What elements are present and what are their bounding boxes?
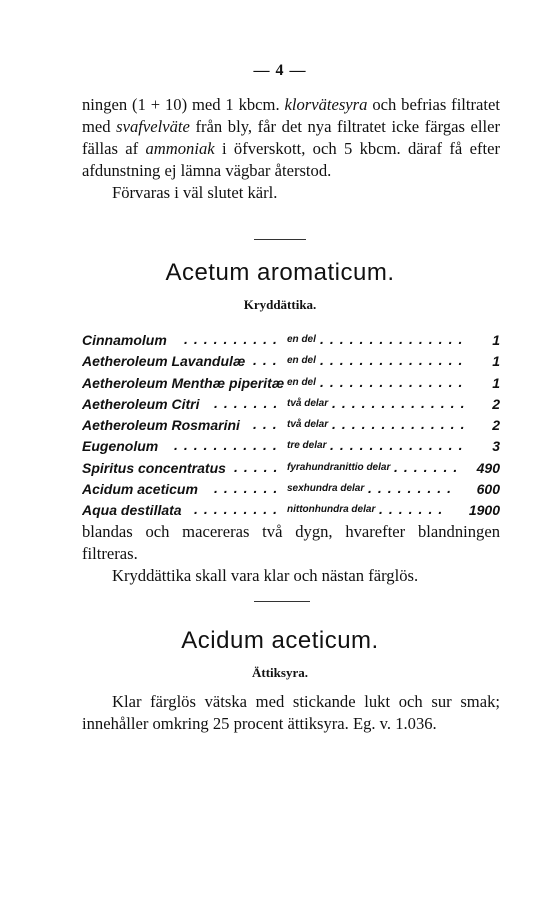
acetum-note: Kryddättika skall vara klar och nästan färglös. [112,566,419,585]
ingredient-amount: två delar [287,419,329,431]
leader-dots: .............. [330,437,469,454]
ingredient-row [82,329,500,350]
storage-note: Förvaras i väl slutet kärl. [112,183,278,202]
ingredient-name: Spiritus concentratus [82,459,226,476]
ingredient-row [82,435,500,456]
intro-text-2: och befrias filtratet med [82,95,501,136]
ingredient-amount: tre delar [287,440,327,452]
ingredient-parts: 2 [492,417,500,434]
ingredient-parts: 1 [492,374,500,391]
leader-dots: ....... [214,480,284,497]
acidum-description: Klar färglös vätska med stickande lukt och sur smak; innehåller omkring 25 procent ättiksyra. Eg. v. 1.036. [82,692,500,733]
ingredient-amount: två delar [287,397,329,409]
ingredient-parts: 2 [492,395,500,412]
ingredient-parts: 1 [492,353,500,370]
ingredient-amount: en del [287,355,316,367]
acidum-subtitle: Ättiksyra. [252,665,308,680]
leader-dots: .............. [332,394,471,411]
intro-term-klorvatesyra: klorvätesyra [284,95,368,114]
acetum-method: blandas och macereras två dygn, hvarefter blandningen filtreras. [82,522,500,563]
intro-term-svafvelvate: svafvelväte [116,117,190,136]
ingredient-parts: 600 [476,481,500,498]
ingredient-amount: nittonhundra delar [287,504,376,516]
ingredient-name: Eugenolum [82,438,159,455]
leader-dots: ............... [320,373,469,390]
leader-dots: ... [253,416,283,433]
intro-section [82,94,500,204]
ingredient-amount: en del [287,376,316,388]
leader-dots: ............... [320,352,469,369]
intro-text-1: ningen (1 + 10) med 1 kbcm. [82,95,285,114]
ingredient-parts: 1 [492,332,500,348]
ingredient-parts: 3 [492,438,500,455]
ingredient-amount: en del [287,334,316,345]
acidum-text [82,691,500,735]
ingredient-amount: fyrahundranittio delar [287,461,391,473]
ingredient-row [82,457,500,478]
leader-dots: ......... [194,501,284,518]
acidum-title: Acidum aceticum. [181,627,379,654]
leader-dots: ......... [368,480,458,497]
ingredient-row [82,499,500,520]
ingredient-name: Acidum aceticum [82,481,198,498]
intro-text-3: från bly, får det nya filtratet icke färgas eller fällas af [82,117,501,158]
leader-dots: .............. [332,416,471,433]
ingredient-row [82,414,500,435]
acetum-text [82,521,500,587]
ingredient-amount: sexhundra delar [287,483,365,495]
intro-paragraph [82,94,500,182]
ingredient-row [82,372,500,393]
ingredient-name: Aqua destillata [82,502,182,519]
ingredient-parts: 490 [476,459,500,476]
ingredient-name: Aetheroleum Citri [82,395,200,412]
leader-dots: ............... [320,331,469,347]
leader-dots: ........... [174,437,283,454]
leader-dots: ....... [379,501,449,518]
ingredient-name: Cinnamolum [82,332,167,348]
ingredient-row [82,393,500,414]
ingredient-name: Aetheroleum Lavandulæ [82,353,246,370]
leader-dots: ....... [394,458,464,475]
section-divider-2 [254,601,310,602]
acetum-title: Acetum aromaticum. [165,259,395,286]
ingredient-row [82,478,500,499]
ingredient-name: Aetheroleum Rosmarini [82,417,240,434]
ingredient-parts: 1900 [468,502,500,519]
acetum-subtitle: Kryddättika. [243,297,317,312]
leader-dots: ... [253,352,283,369]
ingredient-row [82,350,500,371]
page-number: — 4 — [253,62,307,79]
leader-dots: ....... [214,394,284,411]
ingredient-name: Aetheroleum Menthæ piperitæ [82,374,285,391]
intro-term-ammoniak: ammoniak [145,139,215,158]
section-divider-1 [254,239,306,240]
leader-dots: .......... [184,331,283,347]
leader-dots: ..... [234,458,284,475]
intro-text-4: i öfverskott, och 5 kbcm. däraf få efter afdunstning ej lämna vägbar återstod. [82,139,500,180]
ingredient-list [82,329,500,521]
